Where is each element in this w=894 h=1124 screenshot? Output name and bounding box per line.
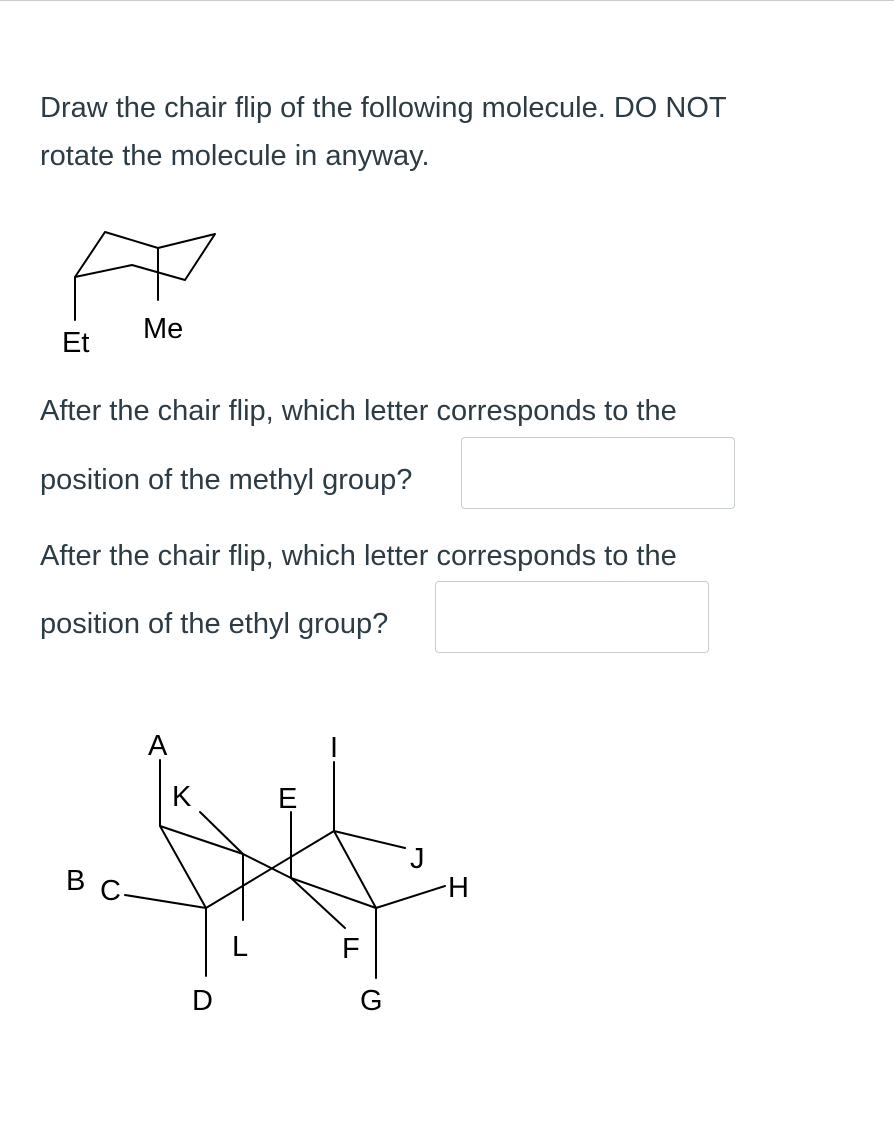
label-g: G [360, 985, 383, 1017]
question-2-line-2: position of the ethyl group? [40, 608, 389, 640]
label-a: A [148, 730, 168, 762]
label-c: C [100, 875, 121, 907]
ethyl-label: Et [62, 327, 90, 359]
question-1-line-1: After the chair flip, which letter corresponds to the [40, 395, 677, 427]
label-d: D [192, 985, 213, 1017]
label-j: J [410, 843, 425, 875]
label-e: E [278, 783, 298, 815]
question-prompt [40, 84, 840, 180]
label-f: F [342, 933, 360, 965]
label-h: H [448, 872, 469, 904]
chair-ring-bonds [75, 232, 215, 280]
ethyl-answer-input[interactable] [435, 581, 709, 653]
label-l: L [232, 931, 249, 963]
equatorial-bond-h [376, 886, 445, 908]
methyl-answer-input[interactable] [461, 437, 735, 509]
given-molecule-diagram [50, 220, 230, 360]
equatorial-bond-c [125, 895, 206, 908]
top-divider [0, 0, 894, 1]
label-i: I [330, 732, 339, 764]
label-k: K [172, 781, 192, 813]
question-2-line-1: After the chair flip, which letter corresponds to the [40, 540, 677, 572]
equatorial-bond-f [291, 878, 345, 928]
question-1-line-2: position of the methyl group? [40, 464, 413, 496]
prompt-line-1: Draw the chair flip of the following molecule. DO NOT [40, 92, 727, 124]
labeled-chair-diagram [60, 720, 500, 1030]
chair-ring-bonds [160, 826, 376, 908]
equatorial-bond-j [334, 831, 405, 848]
prompt-line-2: rotate the molecule in anyway. [40, 140, 430, 172]
methyl-label: Me [143, 313, 184, 345]
label-b: B [66, 865, 86, 897]
